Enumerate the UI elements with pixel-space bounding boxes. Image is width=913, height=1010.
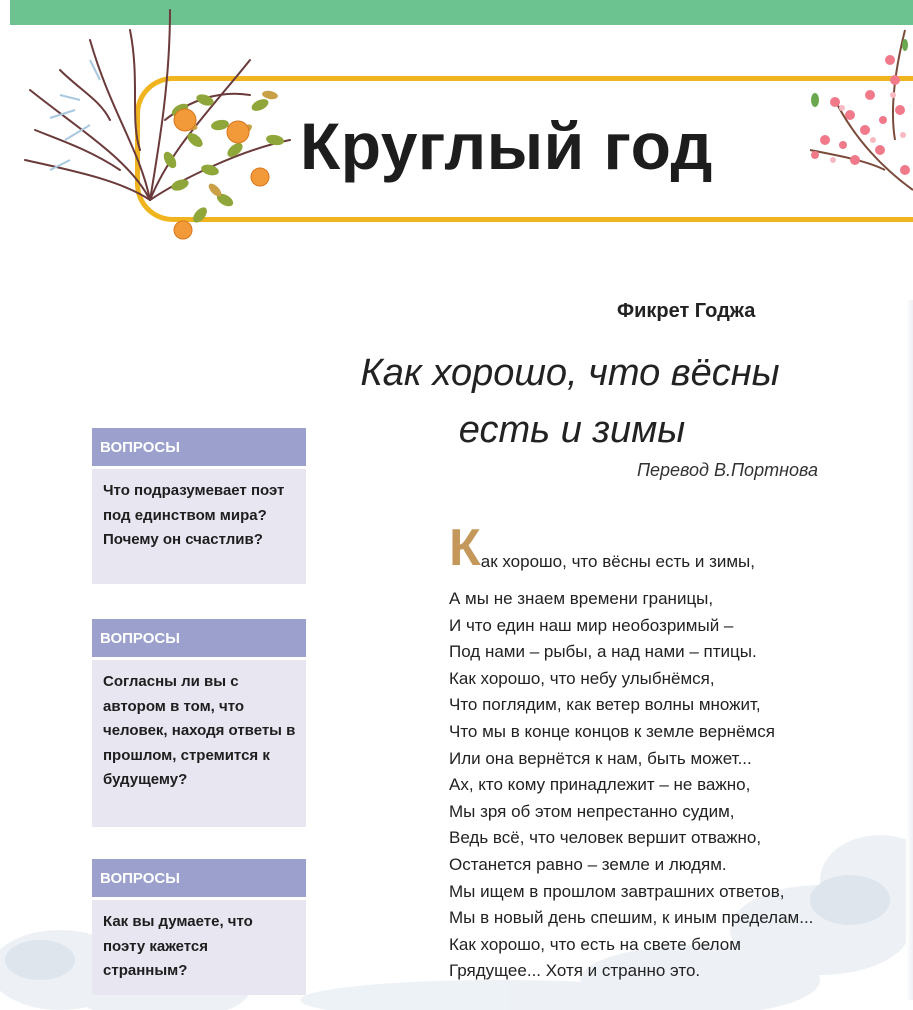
poem-line: Ведь всё, что человек вершит отважно,	[449, 828, 762, 848]
poem-title	[340, 345, 800, 459]
poem-author: Фикрет Годжа	[617, 300, 756, 322]
poem-line: Как хорошо, что есть на свете белом	[449, 934, 741, 954]
poem-body	[449, 519, 814, 985]
question-heading: ВОПРОСЫ	[92, 619, 306, 657]
question-heading: ВОПРОСЫ	[92, 859, 306, 897]
poem-translator: Перевод В.Портнова	[636, 460, 818, 480]
question-heading: ВОПРОСЫ	[92, 428, 306, 466]
page-title: Круглый год	[300, 109, 713, 183]
poem-line: Ах, кто кому принадлежит – не важно,	[449, 775, 751, 795]
question-box-2	[92, 619, 306, 827]
question-box-3	[92, 859, 306, 995]
poem-line: Или она вернётся к нам, быть может...	[449, 748, 752, 768]
drop-cap: К	[449, 519, 481, 577]
poem-line: Останется равно – земле и людям.	[449, 854, 727, 874]
question-box-1	[92, 428, 306, 584]
cherry-blossom-illustration	[795, 20, 913, 210]
question-text: Согласны ли вы с автором в том, что человек, находя ответы в прошлом, стремится к будущему?	[92, 660, 306, 827]
poem-line: Мы зря об этом непрестанно судим,	[449, 801, 735, 821]
poem-title-line-2: есть и зимы	[458, 409, 686, 451]
poem-lines	[449, 586, 813, 985]
poem-line: Под нами – рыбы, а над нами – птицы.	[449, 642, 757, 662]
poem-line: Как хорошо, что небу улыбнёмся,	[449, 668, 715, 688]
question-text: Как вы думаете, что поэту кажется странным?	[92, 900, 306, 995]
poem-line: А мы не знаем времени границы,	[449, 589, 714, 608]
poem-first-line-text: ак хорошо, что вёсны есть и зимы,	[480, 552, 755, 571]
poem-line: И что един наш мир необозримый –	[449, 615, 734, 635]
poem-first-line	[449, 519, 813, 578]
poem-line: Мы ищем в прошлом завтрашних ответов,	[449, 881, 785, 901]
autumn-tree-illustration	[20, 0, 320, 250]
poem-line: Мы в новый день спешим, к иным пределам...	[449, 908, 814, 928]
poem-line: Что мы в конце концов к земле вернёмся	[449, 721, 775, 741]
poem-title-line-1: Как хорошо, что вёсны	[360, 352, 780, 394]
poem-line: Грядущее... Хотя и странно это.	[449, 961, 701, 981]
page-edge-shadow	[906, 300, 913, 1000]
poem-line: Что поглядим, как ветер волны множит,	[449, 695, 761, 715]
question-text: Что подразумевает поэт под единством мира? Почему он счастлив?	[92, 469, 306, 584]
